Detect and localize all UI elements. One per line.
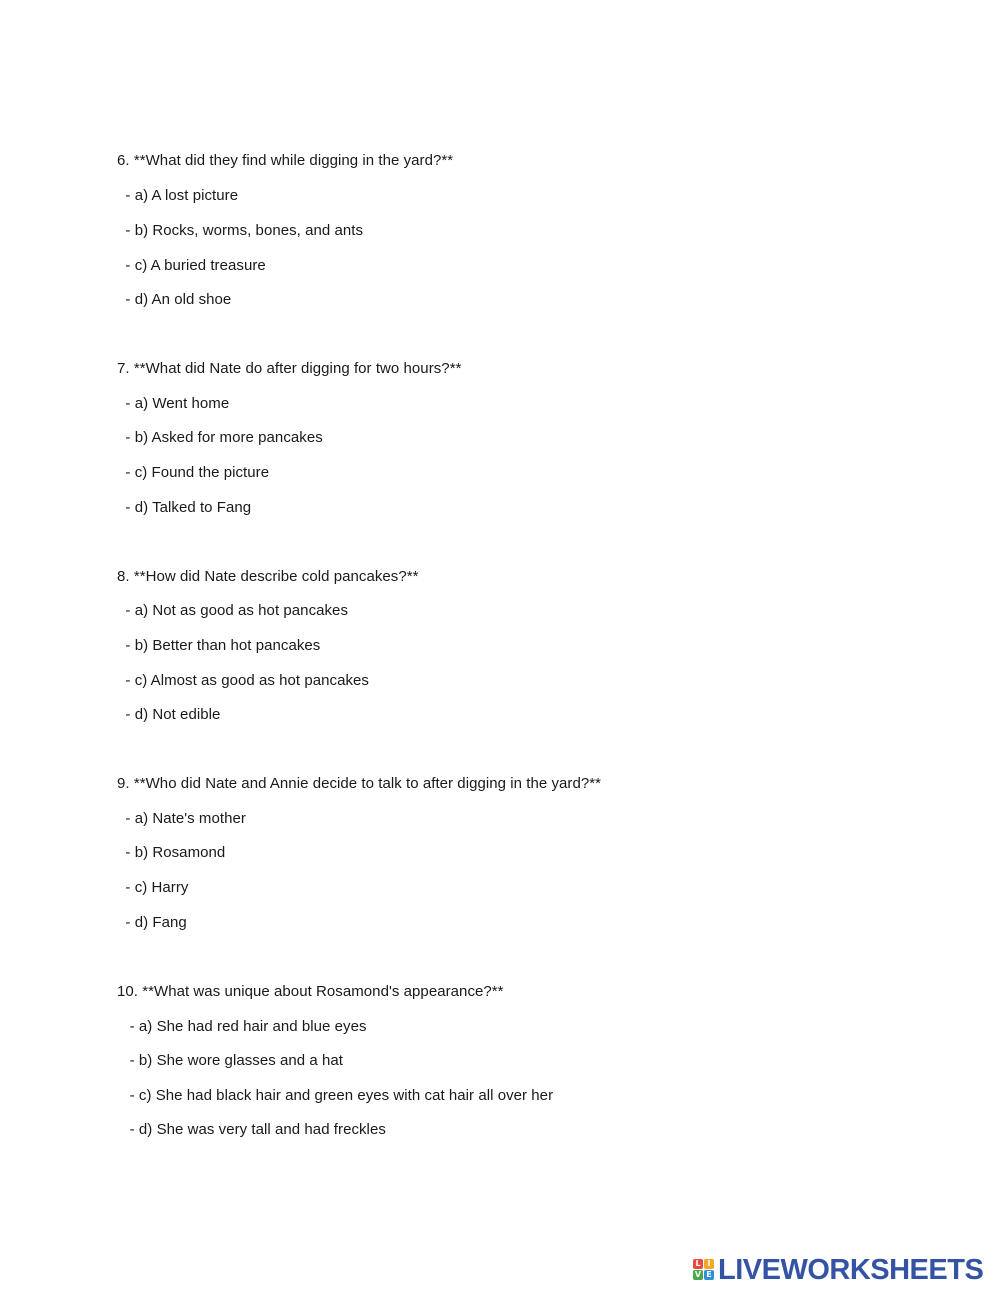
question-9-option-a: - a) Nate's mother bbox=[117, 810, 246, 827]
question-7-text: 7. **What did Nate do after digging for two hours?** bbox=[117, 360, 462, 377]
question-7-option-a: - a) Went home bbox=[117, 395, 230, 412]
question-7-option-b: - b) Asked for more pancakes bbox=[117, 429, 323, 446]
question-6-option-a: - a) A lost picture bbox=[117, 187, 239, 204]
question-10-text: 10. **What was unique about Rosamond's appearance?** bbox=[117, 983, 504, 1000]
logo-mark-tile: V bbox=[694, 1270, 702, 1279]
question-8-option-a: - a) Not as good as hot pancakes bbox=[117, 602, 348, 619]
question-6-option-b: - b) Rocks, worms, bones, and ants bbox=[117, 222, 364, 239]
logo-mark-tile: E bbox=[704, 1270, 714, 1280]
liveworksheets-logo[interactable] bbox=[693, 1254, 983, 1286]
question-7-option-d: - d) Talked to Fang bbox=[117, 499, 252, 516]
question-8-option-d: - d) Not edible bbox=[117, 706, 221, 723]
question-10-option-c: - c) She had black hair and green eyes with cat hair all over her bbox=[117, 1087, 554, 1104]
question-6-option-d: - d) An old shoe bbox=[117, 291, 232, 308]
question-6-option-c: - c) A buried treasure bbox=[117, 257, 266, 274]
question-8-option-c: - c) Almost as good as hot pancakes bbox=[117, 672, 369, 689]
question-8-text: 8. **How did Nate describe cold pancakes?** bbox=[117, 568, 419, 585]
logo-mark-tile: I bbox=[704, 1259, 714, 1269]
question-10-option-a: - a) She had red hair and blue eyes bbox=[117, 1018, 367, 1035]
question-9-option-b: - b) Rosamond bbox=[117, 844, 226, 861]
question-10-option-b: - b) She wore glasses and a hat bbox=[117, 1052, 343, 1069]
question-9-option-d: - d) Fang bbox=[117, 914, 187, 931]
logo-text: LIVEWORKSHEETS bbox=[718, 1254, 984, 1286]
question-9-option-c: - c) Harry bbox=[117, 879, 189, 896]
question-6-text: 6. **What did they find while digging in the yard?** bbox=[117, 152, 454, 169]
question-10-option-d: - d) She was very tall and had freckles bbox=[117, 1121, 386, 1138]
question-9-text: 9. **Who did Nate and Annie decide to talk to after digging in the yard?** bbox=[117, 775, 602, 792]
logo-mark-tile: L bbox=[693, 1259, 703, 1269]
question-8-option-b: - b) Better than hot pancakes bbox=[117, 637, 321, 654]
question-7-option-c: - c) Found the picture bbox=[117, 464, 270, 481]
logo-mark-icon bbox=[693, 1258, 715, 1282]
